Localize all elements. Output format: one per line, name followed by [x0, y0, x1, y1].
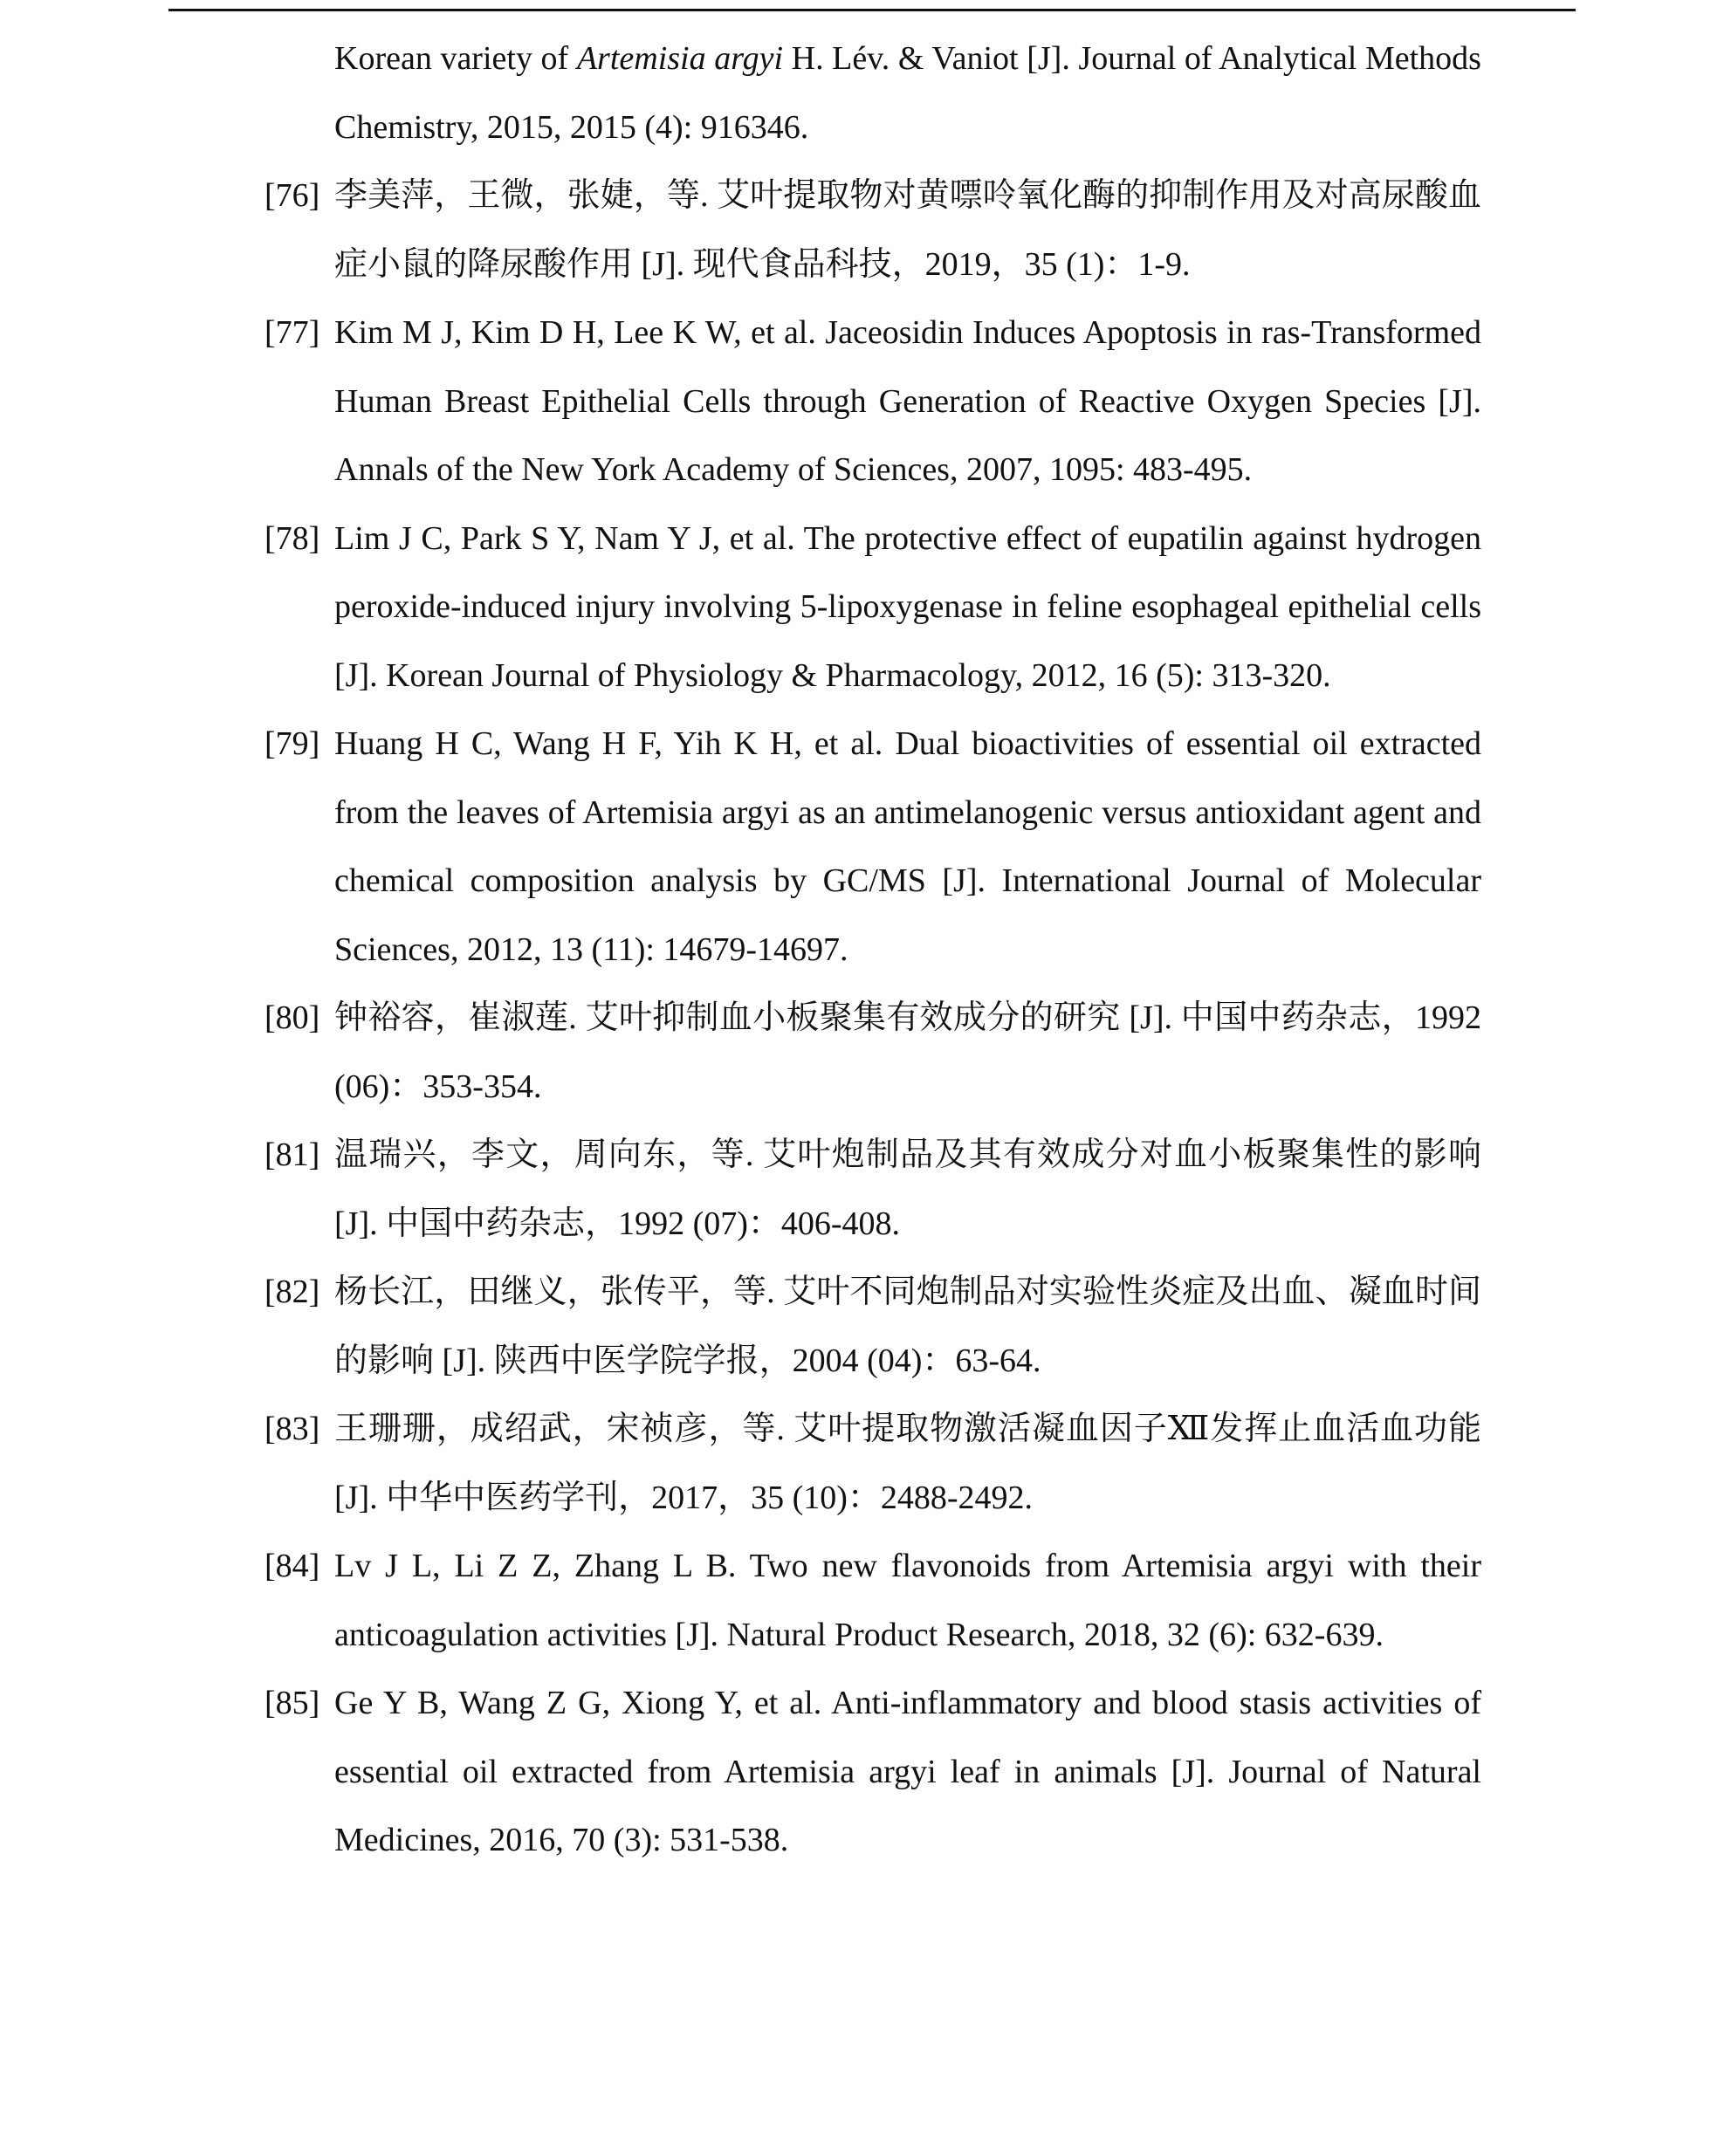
reference-text: 王珊珊，成绍武，宋祯彦，等. 艾叶提取物激活凝血因子Ⅻ发挥止血活血功能 [J]. 中华中医药学刊，2017，35 (10)：2488-2492. — [334, 1411, 1481, 1516]
reference-text: Ge Y B, Wang Z G, Xiong Y, et al. Anti-inflammatory and blood stasis activities of essential oil extracted from Artemisia argyi leaf in animals [J]. Journal of Natural Medicines, 2016, 70 (3): 531-538. — [334, 1685, 1481, 1858]
reference-number: [85] — [264, 1685, 320, 1721]
reference-item-76 — [264, 161, 1481, 299]
header-rule — [168, 9, 1576, 11]
reference-text: 钟裕容，崔淑莲. 艾叶抑制血小板聚集有效成分的研究 [J]. 中国中药杂志，1992 (06)：353-354. — [334, 999, 1481, 1105]
reference-text: Lv J L, Li Z Z, Zhang L B. Two new flavonoids from Artemisia argyi with their anticoagulation activities [J]. Natural Product Research, 2018, 32 (6): 632-639. — [334, 1548, 1481, 1653]
reference-item-77 — [264, 299, 1481, 505]
reference-number: [79] — [264, 725, 320, 762]
reference-item-79 — [264, 710, 1481, 984]
reference-list — [264, 24, 1481, 1875]
reference-text: Kim M J, Kim D H, Lee K W, et al. Jaceosidin Induces Apoptosis in ras‑Transformed Human Breast Epithelial Cells through Generation of Reactive Oxygen Species [J]. Annals of the New York Academy of Sciences, 2007, 1095: 483-495. — [334, 314, 1481, 488]
reference-number: [76] — [264, 177, 320, 214]
reference-number: [78] — [264, 519, 320, 557]
reference-number: [84] — [264, 1548, 320, 1584]
reference-text: 温瑞兴，李文，周向东，等. 艾叶炮制品及其有效成分对血小板聚集性的影响 [J]. 中国中药杂志，1992 (07)：406-408. — [334, 1136, 1481, 1242]
reference-text: 李美萍，王微，张婕，等. 艾叶提取物对黄嘌呤氧化酶的抑制作用及对高尿酸血症小鼠的降尿酸作用 [J]. 现代食品科技，2019，35 (1)：1-9. — [334, 177, 1481, 283]
reference-number: [82] — [264, 1274, 320, 1310]
reference-item-80 — [264, 984, 1481, 1121]
reference-item-82 — [264, 1258, 1481, 1395]
reference-number: [80] — [264, 999, 320, 1036]
reference-item-81 — [264, 1121, 1481, 1258]
reference-text: Huang H C, Wang H F, Yih K H, et al. Dual bioactivities of essential oil extracted from the leaves of Artemisia argyi as an antimelanogenic versus antioxidant agent and chemical composition analysis by GC/MS [J]. International Journal of Molecular Sciences, 2012, 13 (11): 14679-14697. — [334, 725, 1481, 968]
reference-item-84 — [264, 1532, 1481, 1669]
reference-item-83 — [264, 1395, 1481, 1532]
reference-text: 杨长江，田继义，张传平，等. 艾叶不同炮制品对实验性炎症及出血、凝血时间的影响 [J]. 陕西中医学院学报，2004 (04)：63-64. — [334, 1274, 1481, 1379]
reference-number: [77] — [264, 314, 320, 351]
reference-number: [83] — [264, 1411, 320, 1447]
reference-item-75-continuation — [264, 24, 1481, 161]
reference-item-85 — [264, 1669, 1481, 1875]
species-name: Artemisia argyi — [576, 40, 784, 77]
reference-text: Lim J C, Park S Y, Nam Y J, et al. The protective effect of eupatilin against hydrogen peroxide-induced injury involving 5-lipoxygenase in feline esophageal epithelial cells [J]. Korean Journal of Physiology & Pharmacology, 2012, 16 (5): 313-320. — [334, 519, 1481, 694]
reference-number: [81] — [264, 1136, 320, 1173]
reference-text: Korean variety of Artemisia argyi H. Lév. & Vaniot [J]. Journal of Analytical Methods Chemistry, 2015, 2015 (4): 916346. — [334, 40, 1481, 146]
reference-item-78 — [264, 505, 1481, 711]
